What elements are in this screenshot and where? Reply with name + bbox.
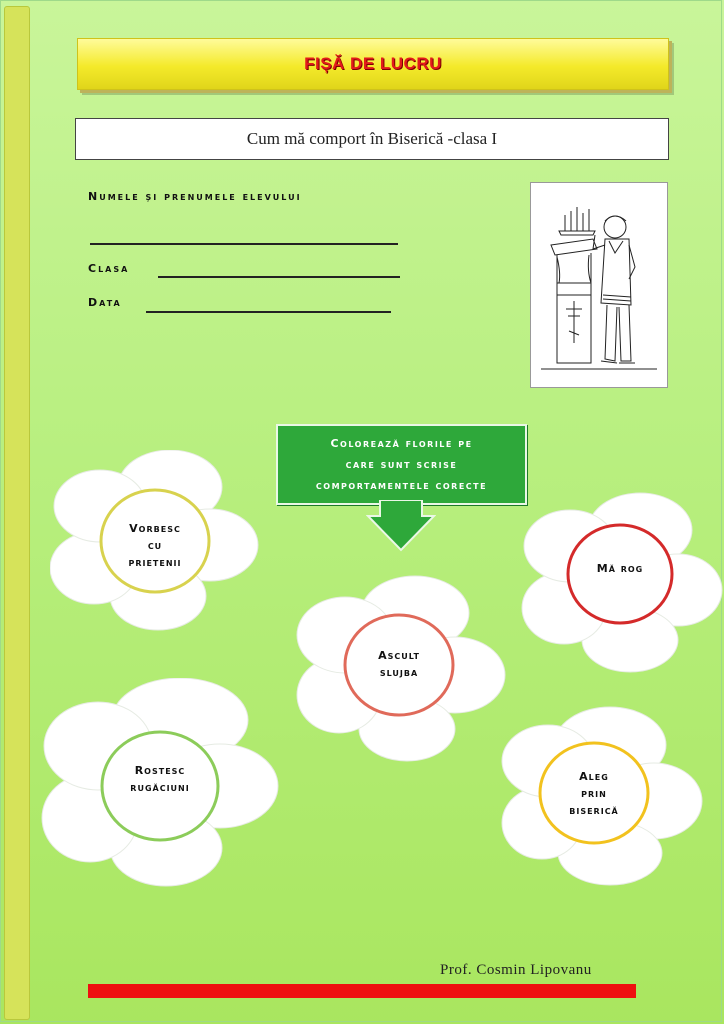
flower-label-5 (544, 768, 644, 819)
bottom-red-bar (88, 984, 636, 998)
instruction-line-2: care sunt scrise (345, 458, 458, 471)
flower-4-text-2: rugăciuni (130, 781, 190, 794)
date-line[interactable] (146, 311, 391, 313)
flower-2[interactable] (520, 490, 724, 675)
subtitle: Cum mă comport în Biserică -clasa I (246, 129, 498, 148)
subtitle-box (75, 118, 669, 160)
flower-label-1 (105, 520, 205, 571)
class-label: Clasa (88, 262, 130, 275)
flower-3-text-2: slujba (379, 666, 419, 679)
instruction-banner (276, 424, 527, 505)
class-line[interactable] (158, 276, 400, 278)
left-decorative-bar (4, 6, 30, 1020)
student-name-label: Numele și prenumele elevului (88, 190, 302, 203)
student-name-line[interactable] (90, 243, 398, 245)
flower-5-text-2: prin (581, 787, 607, 800)
flower-2-text-1: Mă rog (596, 562, 644, 575)
flower-label-3 (349, 647, 449, 681)
flower-label-2 (570, 560, 670, 577)
date-label: Data (88, 296, 122, 309)
flower-1-text-3: prietenii (128, 556, 182, 569)
flower-5-text-3: biserică (569, 804, 619, 817)
down-arrow-icon (366, 500, 436, 552)
title-banner (77, 38, 669, 90)
page-title: FIȘĂ DE LUCRU (304, 54, 442, 73)
flower-5-text-1: Aleg (579, 770, 609, 783)
instruction-line-1: Colorează florile pe (330, 437, 473, 450)
praying-boy-illustration (530, 182, 668, 388)
flower-4-text-1: Rostesc (134, 764, 186, 777)
flower-1-text-2: cu (147, 539, 163, 552)
author-signature: Prof. Cosmin Lipovanu (440, 962, 592, 978)
praying-boy-drawing (531, 183, 667, 387)
flower-3-text-1: Ascult (378, 649, 420, 662)
flower-label-4 (110, 762, 210, 796)
instruction-line-3: comportamentele corecte (315, 479, 488, 492)
flower-1-text-1: Vorbesc (129, 522, 181, 535)
